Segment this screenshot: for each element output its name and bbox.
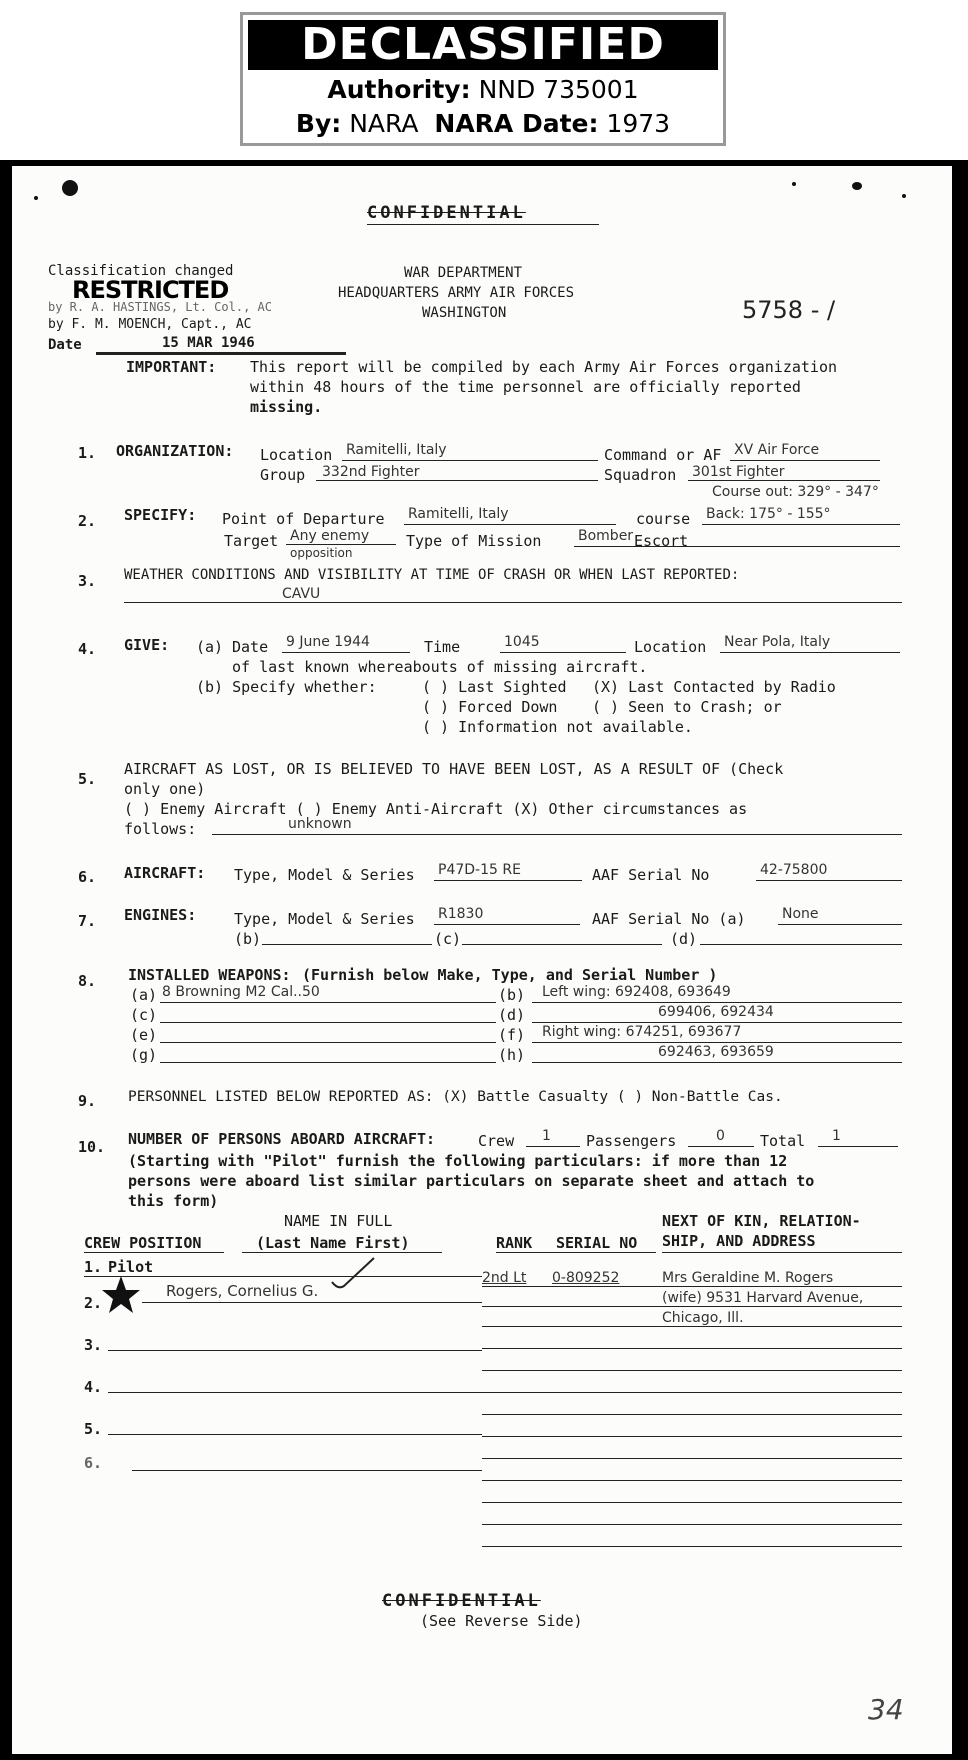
weapon-key: (b)	[498, 986, 526, 1004]
specify-label: SPECIFY:	[124, 506, 197, 524]
dept-line-2: HEADQUARTERS ARMY AIR FORCES	[338, 285, 575, 301]
section-4-number: 4.	[78, 640, 97, 658]
fill-line	[482, 1348, 902, 1349]
engine-b-label: (b)	[234, 930, 262, 948]
fill-line	[404, 524, 616, 525]
squadron-value: 301st Fighter	[692, 464, 785, 480]
total-count: 1	[832, 1128, 841, 1144]
crew-label: Crew	[478, 1132, 515, 1150]
report-number: 5758 - /	[742, 296, 836, 324]
escort-text: Escort	[634, 532, 689, 550]
fill-line	[160, 1062, 496, 1063]
underline	[367, 224, 599, 225]
squadron-label: Squadron	[604, 466, 677, 484]
crew-name: Rogers, Cornelius G.	[166, 1282, 319, 1300]
classification-top: CONFIDENTIAL	[367, 203, 526, 223]
weapon-key: (d)	[498, 1006, 526, 1024]
dept-line-3: WASHINGTON	[422, 305, 507, 321]
scanned-document	[0, 160, 968, 1760]
crew-count: 1	[542, 1128, 551, 1144]
weapon-value: 8 Browning M2 Cal..50	[162, 984, 320, 1000]
fill-line	[212, 834, 902, 835]
weapons-instructions: (Furnish below Make, Type, and Serial Number )	[302, 966, 718, 984]
lost-cause-options: ( ) Enemy Aircraft ( ) Enemy Anti-Aircraft (X) Other circumstances as	[124, 800, 748, 818]
option-forced-down: ( ) Forced Down	[422, 698, 558, 716]
fill-line	[316, 480, 598, 481]
option-info-not-available: ( ) Information not available.	[422, 718, 693, 736]
fill-line	[702, 524, 900, 525]
aircraft-type-label: Type, Model & Series	[234, 866, 415, 884]
engine-type-value: R1830	[438, 906, 484, 922]
underline	[96, 352, 346, 355]
aircraft-label: AIRCRAFT:	[124, 864, 206, 882]
header-last-name-first: (Last Name First)	[256, 1234, 410, 1252]
underline	[242, 1252, 442, 1253]
crew-row-number: 3.	[84, 1336, 103, 1354]
follows-label: follows:	[124, 820, 197, 838]
weapon-value: Left wing: 692408, 693649	[542, 984, 731, 1000]
classification-bottom: CONFIDENTIAL	[382, 1591, 541, 1611]
section-1-number: 1.	[78, 444, 97, 462]
target-value-2: opposition	[290, 546, 353, 560]
crew-row-position: Pilot	[108, 1258, 154, 1276]
fill-line	[818, 1146, 898, 1147]
fill-line	[482, 1306, 902, 1307]
classification-changed: Classification changed	[48, 263, 234, 279]
location-label: Location	[634, 638, 707, 656]
engine-serial-a-value: None	[782, 906, 819, 922]
crew-rank: 2nd Lt	[482, 1270, 527, 1286]
speck	[34, 196, 38, 200]
reclass-date-label: Date	[48, 337, 82, 353]
course-back-value: Back: 175° - 155°	[706, 506, 831, 522]
fill-line	[84, 1276, 482, 1277]
header-serial-no: SERIAL NO	[556, 1234, 638, 1252]
fill-line	[108, 1434, 482, 1435]
fill-line	[482, 1414, 902, 1415]
persons-instructions-2: persons were aboard list similar particulars on separate sheet and attach to	[128, 1172, 815, 1190]
important-text-1: This report will be compiled by each Army Air Forces organization	[250, 358, 837, 376]
fill-line	[434, 924, 580, 925]
fill-line	[720, 652, 900, 653]
kin-line-2: (wife) 9531 Harvard Avenue,	[662, 1290, 864, 1306]
give-label: GIVE:	[124, 636, 170, 654]
kin-line-3: Chicago, Ill.	[662, 1310, 744, 1326]
command-label: Command or AF	[604, 446, 722, 464]
speck	[792, 182, 796, 186]
underline	[662, 1252, 902, 1253]
important-text-3: missing.	[250, 398, 323, 416]
section-8-number: 8.	[78, 972, 97, 990]
fill-line	[482, 1392, 902, 1393]
fill-line	[700, 944, 902, 945]
fill-line	[160, 1042, 496, 1043]
weapon-value: 699406, 692434	[658, 1004, 774, 1020]
fill-line	[730, 460, 880, 461]
section-2-number: 2.	[78, 512, 97, 530]
lost-cause-line-2: only one)	[124, 780, 206, 798]
time-value: 1045	[504, 634, 540, 650]
last-location-value: Near Pola, Italy	[724, 634, 831, 650]
crew-row-number: 1.	[84, 1258, 103, 1276]
group-label: Group	[260, 466, 306, 484]
page-number: 34	[868, 1693, 904, 1726]
mission-type-label: Type of Mission	[406, 532, 542, 550]
restricted-stamp: RESTRICTED	[72, 276, 229, 304]
declassified-stamp	[240, 12, 726, 146]
total-label: Total	[760, 1132, 806, 1150]
crew-row-number: 4.	[84, 1378, 103, 1396]
fill-line	[574, 546, 900, 547]
option-seen-to-crash: ( ) Seen to Crash; or	[592, 698, 782, 716]
speck	[902, 194, 906, 198]
kin-line-1: Mrs Geraldine M. Rogers	[662, 1270, 834, 1286]
weapon-key: (h)	[498, 1046, 526, 1064]
fill-line	[160, 1022, 496, 1023]
fill-line	[688, 1146, 754, 1147]
target-value: Any enemy	[290, 528, 370, 544]
reclass-by-1: by R. A. HASTINGS, Lt. Col., AC	[48, 300, 272, 314]
header-rank: RANK	[496, 1234, 533, 1252]
engines-label: ENGINES:	[124, 906, 197, 924]
departure-label: Point of Departure	[222, 510, 385, 528]
weapons-label: INSTALLED WEAPONS:	[128, 966, 291, 984]
see-reverse-side: (See Reverse Side)	[420, 1612, 583, 1630]
underline	[496, 1252, 656, 1253]
fill-line	[532, 1002, 902, 1003]
fill-line	[500, 652, 626, 653]
crew-row-number: 5.	[84, 1420, 103, 1438]
underline	[84, 1252, 224, 1253]
fill-line	[482, 1458, 902, 1459]
persons-instructions-3: this form)	[128, 1192, 219, 1210]
group-value: 332nd Fighter	[322, 464, 420, 480]
option-last-sighted: ( ) Last Sighted	[422, 678, 567, 696]
fill-line	[482, 1546, 902, 1547]
passengers-label: Passengers	[586, 1132, 677, 1150]
fill-line	[482, 1286, 902, 1287]
fill-line	[482, 1326, 902, 1327]
fill-line	[142, 1302, 482, 1303]
fill-line	[434, 880, 582, 881]
stamp-title: DECLASSIFIED	[248, 20, 718, 70]
fill-line	[132, 1470, 482, 1471]
mission-type-value: Bomber	[578, 528, 634, 544]
fill-line	[482, 1524, 902, 1525]
weapon-key: (e)	[130, 1026, 158, 1044]
important-label: IMPORTANT:	[126, 358, 217, 376]
fill-line	[482, 1370, 902, 1371]
engine-serial-label: AAF Serial No (a)	[592, 910, 746, 928]
crew-row-number: 6.	[84, 1454, 103, 1472]
fill-line	[526, 1146, 580, 1147]
fill-line	[262, 944, 432, 945]
weapon-value: 692463, 693659	[658, 1044, 774, 1060]
whereabouts-text: of last known whereabouts of missing aircraft.	[232, 658, 648, 676]
weapon-value: Right wing: 674251, 693677	[542, 1024, 742, 1040]
weapon-key: (a)	[130, 986, 158, 1004]
fill-line	[532, 1042, 902, 1043]
header-crew-position: CREW POSITION	[84, 1234, 202, 1252]
section-3-number: 3.	[78, 572, 97, 590]
checkmark-icon	[328, 1254, 408, 1296]
fill-line	[532, 1022, 902, 1023]
organization-label: ORGANIZATION:	[116, 442, 234, 460]
weapon-key: (g)	[130, 1046, 158, 1064]
star-icon	[100, 1274, 142, 1316]
speck	[852, 182, 862, 190]
time-label: Time	[424, 638, 461, 656]
personnel-status-text: PERSONNEL LISTED BELOW REPORTED AS: (X) Battle Casualty ( ) Non-Battle Cas.	[128, 1089, 783, 1105]
section-5-number: 5.	[78, 770, 97, 788]
passengers-count: 0	[716, 1128, 725, 1144]
reclass-date: 15 MAR 1946	[162, 335, 255, 351]
persons-aboard-label: NUMBER OF PERSONS ABOARD AIRCRAFT:	[128, 1130, 436, 1148]
crew-serial: 0-809252	[552, 1270, 620, 1286]
weapon-key: (c)	[130, 1006, 158, 1024]
important-text-2: within 48 hours of the time personnel are officially reported	[250, 378, 801, 396]
section-7-number: 7.	[78, 912, 97, 930]
fill-line	[482, 1502, 902, 1503]
reclass-by-2: by F. M. MOENCH, Capt., AC	[48, 317, 252, 332]
fill-line	[482, 1436, 902, 1437]
engine-c-label: (c)	[434, 930, 462, 948]
form-paper	[12, 166, 952, 1754]
option-last-contacted-radio: (X) Last Contacted by Radio	[592, 678, 836, 696]
fill-line	[286, 544, 396, 545]
fill-line	[532, 1062, 902, 1063]
persons-instructions-1: (Starting with "Pilot" furnish the following particulars: if more than 12	[128, 1152, 788, 1170]
fill-line	[688, 480, 880, 481]
header-next-of-kin-1: NEXT OF KIN, RELATION-	[662, 1212, 861, 1230]
org-location-value: Ramitelli, Italy	[346, 442, 447, 458]
engine-d-label: (d)	[670, 930, 698, 948]
date-label: Date	[232, 638, 269, 656]
departure-value: Ramitelli, Italy	[408, 506, 509, 522]
course-label: course	[636, 510, 691, 528]
target-label: Target	[224, 532, 279, 550]
header-next-of-kin-2: SHIP, AND ADDRESS	[662, 1232, 816, 1250]
stamp-authority: Authority: NND 735001	[327, 75, 639, 104]
weather-value: CAVU	[282, 586, 321, 602]
aircraft-serial-label: AAF Serial No	[592, 866, 710, 884]
crew-row-number: 2.	[84, 1294, 103, 1312]
aircraft-type-value: P47D-15 RE	[438, 862, 521, 878]
fill-line	[778, 924, 902, 925]
lost-cause-value: unknown	[288, 816, 352, 832]
fill-line	[342, 460, 598, 461]
section-9-number: 9.	[78, 1092, 97, 1110]
lost-cause-line-1: AIRCRAFT AS LOST, OR IS BELIEVED TO HAVE BEEN LOST, AS A RESULT OF (Check	[124, 760, 784, 778]
fill-line	[160, 1002, 496, 1003]
weapon-key: (f)	[498, 1026, 526, 1044]
location-label: Location	[260, 446, 333, 464]
give-a-label: (a)	[196, 638, 224, 656]
punch-hole-mark	[62, 180, 78, 196]
date-value: 9 June 1944	[286, 634, 370, 650]
engine-type-label: Type, Model & Series	[234, 910, 415, 928]
weather-label: WEATHER CONDITIONS AND VISIBILITY AT TIME OF CRASH OR WHEN LAST REPORTED:	[124, 567, 740, 583]
fill-line	[482, 1480, 902, 1481]
stamp-by: By: NARA NARA Date: 1973	[295, 109, 671, 138]
fill-line	[108, 1350, 482, 1351]
fill-line	[282, 652, 410, 653]
command-value: XV Air Force	[734, 442, 820, 458]
course-out-value: Course out: 329° - 347°	[712, 484, 879, 500]
fill-line	[108, 1392, 482, 1393]
fill-line	[462, 944, 662, 945]
fill-line	[756, 880, 902, 881]
dept-line-1: WAR DEPARTMENT	[404, 265, 523, 281]
fill-line	[124, 602, 902, 603]
header-name-in-full: NAME IN FULL	[284, 1212, 393, 1230]
aircraft-serial-value: 42-75800	[760, 862, 828, 878]
section-10-number: 10.	[78, 1138, 106, 1156]
section-6-number: 6.	[78, 868, 97, 886]
specify-whether-label: (b) Specify whether:	[196, 678, 377, 696]
